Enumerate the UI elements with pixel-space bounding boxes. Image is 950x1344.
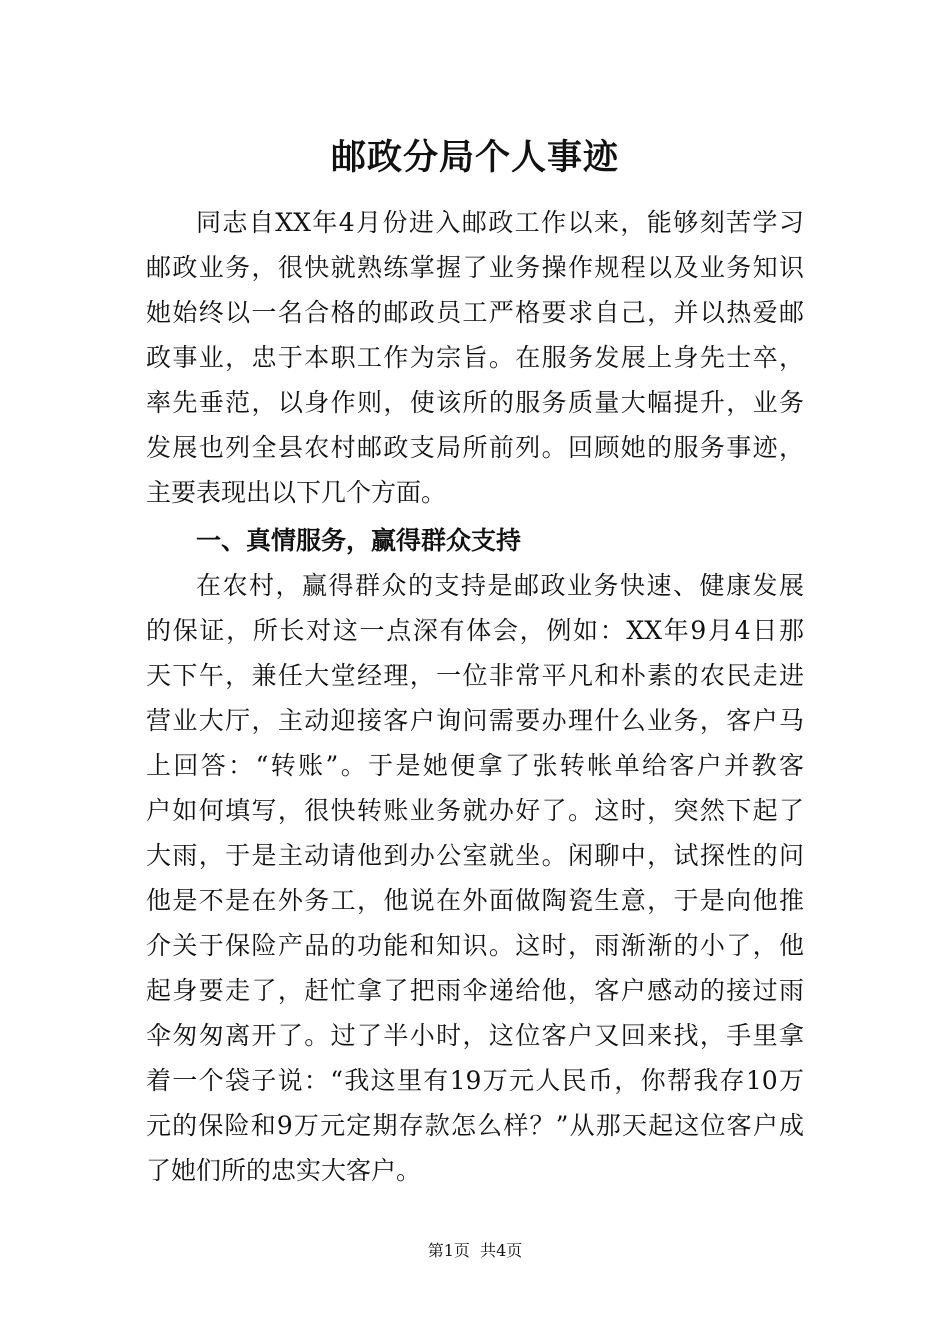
paragraph-line: 的保证，所长对这一点深有体会，例如：XX年9月4日那 (146, 616, 804, 645)
paragraph-line: 上回答：“转账”。于是她便拿了张转帐单给客户并教客 (146, 751, 804, 780)
page-title: 邮政分局个人事迹 (330, 137, 619, 178)
paragraph-line: 营业大厅，主动迎接客户询问需要办理什么业务，客户马 (146, 706, 804, 735)
paragraph-line: 起身要走了，赶忙拿了把雨伞递给他，客户感动的接过雨 (146, 976, 804, 1005)
paragraph-line: 天下午，兼任大堂经理，一位非常平凡和朴素的农民走进 (146, 661, 804, 690)
paragraph-line: 率先垂范，以身作则，使该所的服务质量大幅提升，业务 (146, 388, 804, 417)
paragraph-line: 大雨，于是主动请他到办公室就坐。闲聊中，试探性的问 (146, 841, 804, 870)
paragraph-line: 主要表现出以下几个方面。 (146, 478, 447, 507)
paragraph-line: 邮政业务，很快就熟练掌握了业务操作规程以及业务知识 (146, 253, 804, 282)
page-footer: 第1页 共4页 (427, 1241, 523, 1260)
paragraph-line: 了她们所的忠实大客户。 (146, 1156, 422, 1185)
paragraph-line: 他是不是在外务工，他说在外面做陶瓷生意，于是向他推 (146, 886, 804, 915)
paragraph-line: 同志自XX年4月份进入邮政工作以来，能够刻苦学习 (196, 208, 804, 237)
paragraph-line: 她始终以一名合格的邮政员工严格要求自己，并以热爱邮 (146, 298, 804, 327)
paragraph-line: 发展也列全县农村邮政支局所前列。回顾她的服务事迹， (146, 433, 804, 462)
paragraph-line: 元的保险和9万元定期存款怎么样？”从那天起这位客户成 (146, 1111, 804, 1140)
paragraph-line: 在农村，赢得群众的支持是邮政业务快速、健康发展 (196, 571, 804, 600)
paragraph-line: 伞匆匆离开了。过了半小时，这位客户又回来找，手里拿 (146, 1021, 804, 1050)
paragraph-line: 着一个袋子说：“我这里有19万元人民币，你帮我存10万 (146, 1066, 804, 1095)
paragraph-line: 户如何填写，很快转账业务就办好了。这时，突然下起了 (146, 796, 804, 825)
paragraph-line: 政事业，忠于本职工作为宗旨。在服务发展上身先士卒， (146, 343, 804, 372)
paragraph-line: 介关于保险产品的功能和知识。这时，雨渐渐的小了，他 (146, 931, 804, 960)
section-heading: 一、真情服务，赢得群众支持 (196, 526, 522, 555)
